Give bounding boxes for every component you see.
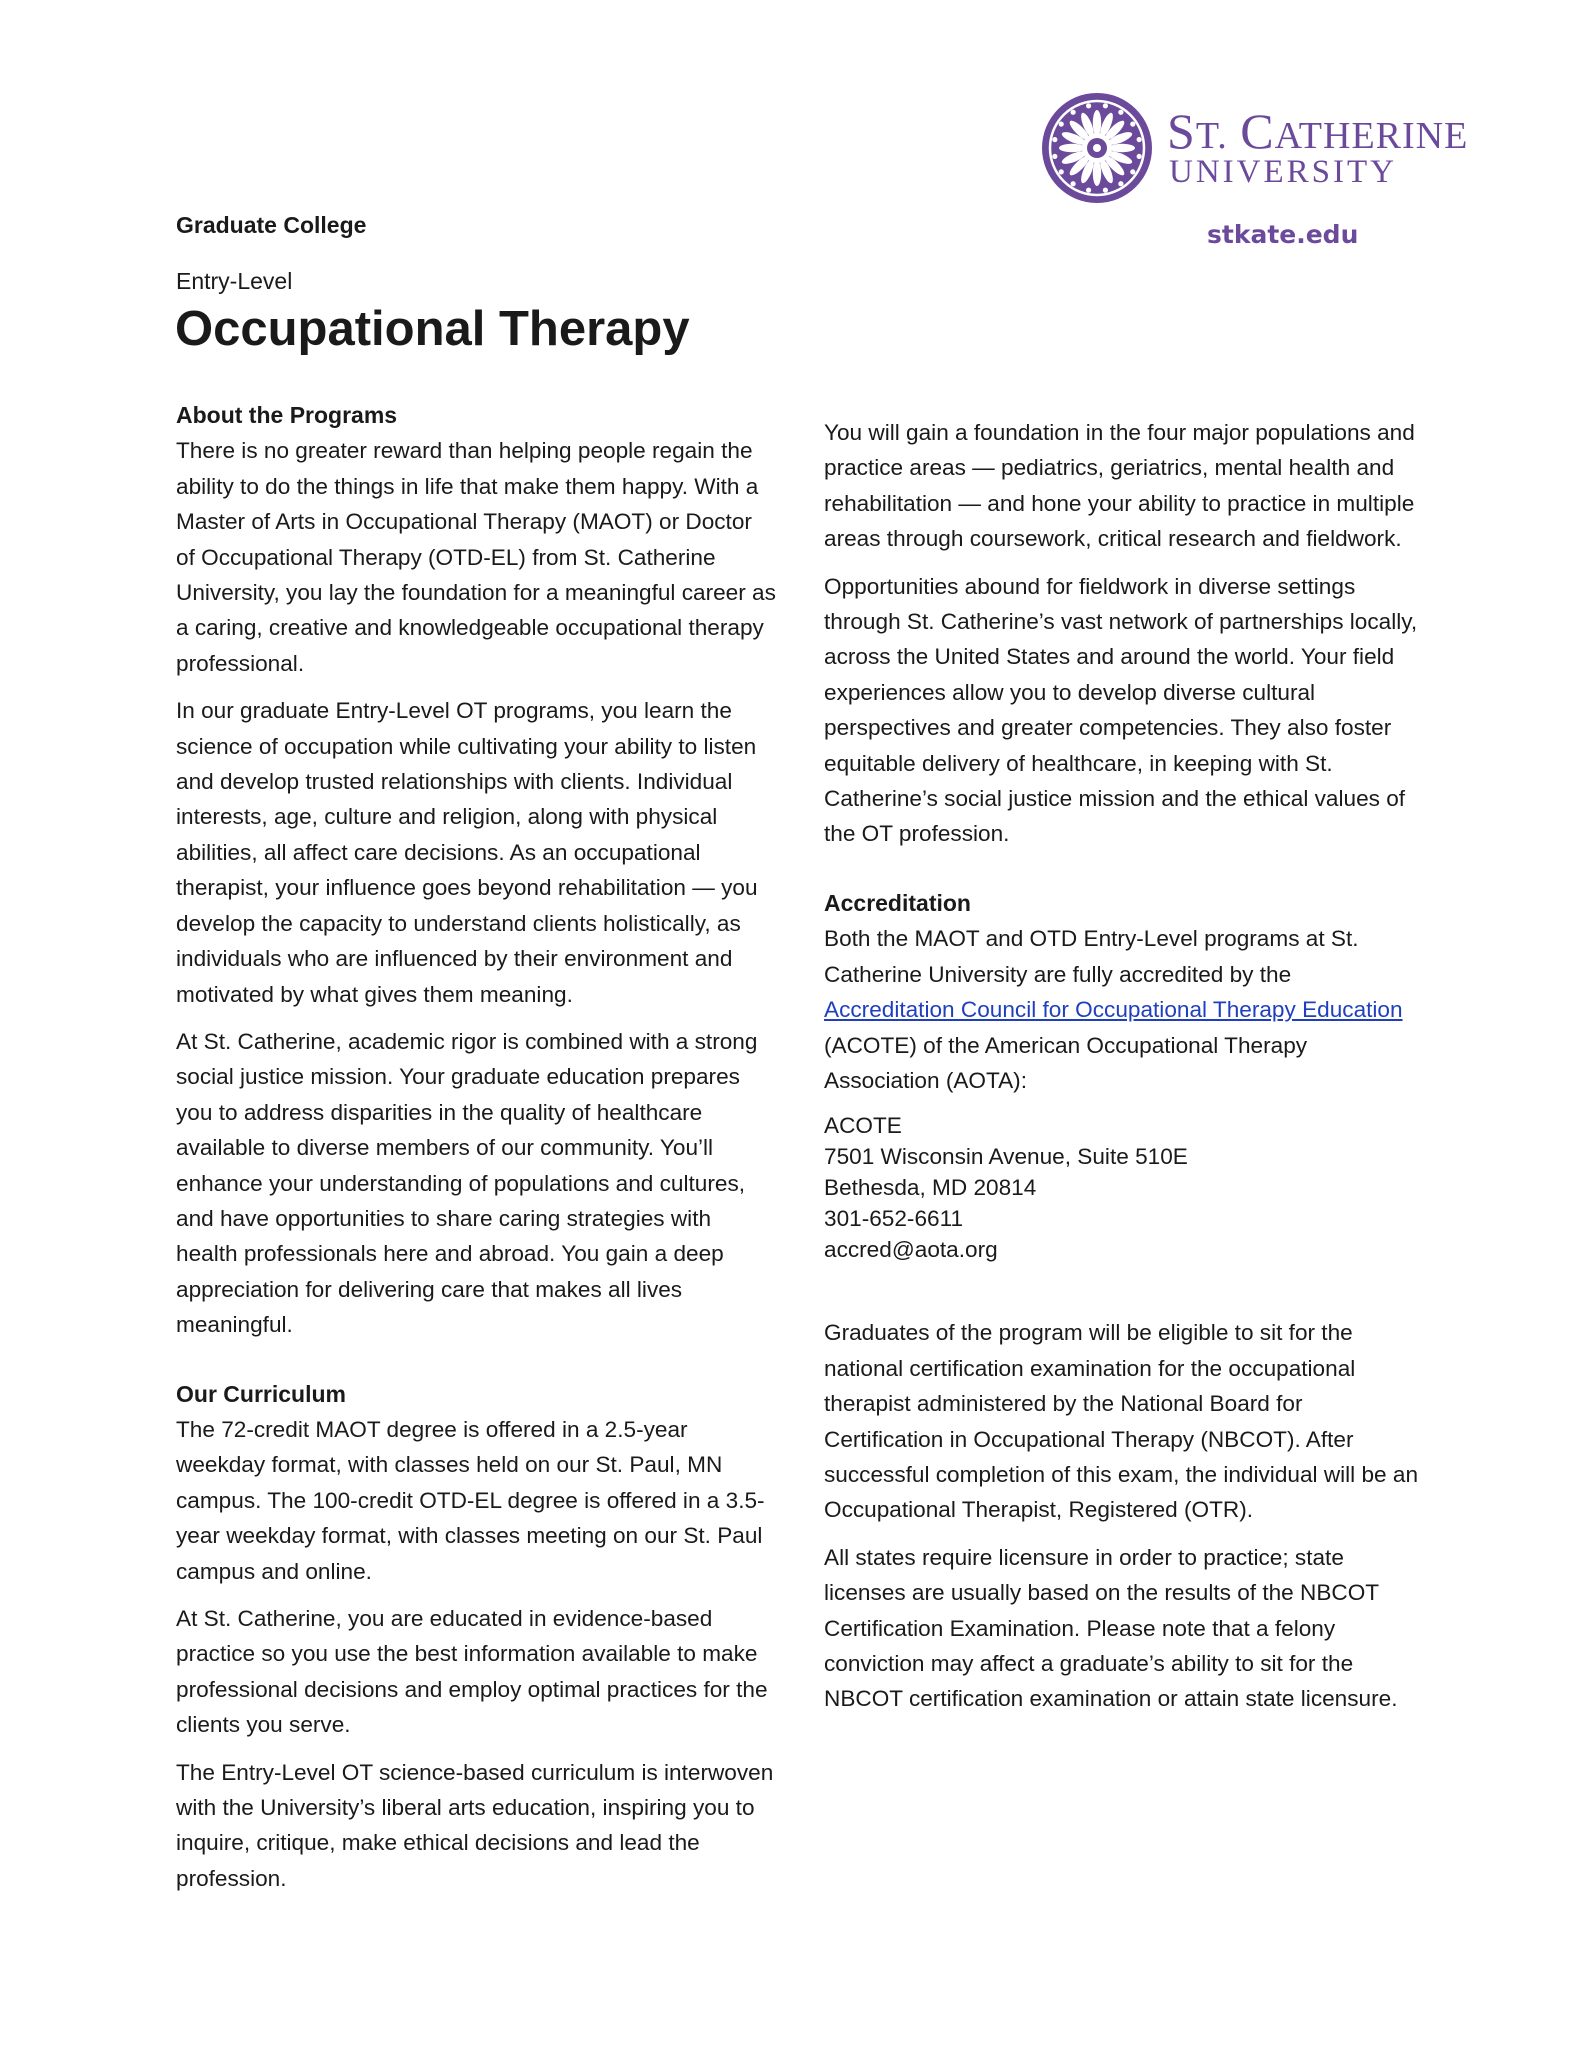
about-paragraph-1: There is no greater reward than helping people regain the ability to do the things in life that make them happy. With a Master of Arts in Occupational Therapy (MAOT) or Doctor of Occupational Therapy (OTD-EL) from St. Catherine University, you lay the foundation for a meaningful career as a caring, creative and knowledgeable occupational therapy professional. <box>176 438 776 676</box>
curriculum-paragraph-2: At St. Catherine, you are educated in evidence-based practice so you use the best information available to make professional decisions and employ optimal practices for the clients you serve. <box>176 1606 768 1738</box>
about-paragraph-3: At St. Catherine, academic rigor is combined with a strong social justice mission. Your graduate education prepares you to address disparities in the quality of healthcare available to diverse members of our community. You’ll enhance your understanding of populations and cultures, and have opportunities to share caring strategies with health professionals here and abroad. You gain a deep appreciation for delivering care that makes all lives meaningful. <box>176 1028 758 1338</box>
address-phone: 301-652-6611 <box>824 1206 964 1232</box>
curriculum-heading: Our Curriculum <box>176 1380 346 1407</box>
graduates-paragraph: Graduates of the program will be eligible to sit for the national certification examination for the occupational therapist administered by the National Board for Certification in Occupational Therapy (NBCOT). After successful completion of this exam, the individual will be an Occupational Therapist, Registered (OTR). <box>824 1320 1419 1523</box>
about-paragraph-2: In our graduate Entry-Level OT programs, you learn the science of occupation while cultivating your ability to listen and develop trusted relationships with clients. Individual interests, age, culture and religion, along with physical abilities, all affect care decisions. As an occupational therapist, your influence goes beyond rehabilitation — you develop the capacity to understand clients holistically, as individuals who are influenced by their environment and motivated by what gives them meaning. <box>176 698 758 1007</box>
college-label: Graduate College <box>176 212 367 238</box>
university-name-line2: UNIVERSITY <box>1169 154 1397 190</box>
address-email: accred@aota.org <box>824 1237 998 1263</box>
seal-petal <box>1109 144 1135 152</box>
university-logo <box>1041 92 1473 252</box>
seal-petal <box>1059 144 1085 152</box>
curriculum-paragraph-3: The Entry-Level OT science-based curriculum is interwoven with the University’s liberal arts education, inspiring you to inquire, critique, make ethical decisions and lead the profession. <box>176 1759 774 1891</box>
program-level: Entry-Level <box>176 268 293 294</box>
populations-paragraph: You will gain a foundation in the four major populations and practice areas — pediatrics, geriatrics, mental health and rehabilitation — and hone your ability to practice in multiple areas through coursework, critical research and fieldwork. <box>824 420 1415 552</box>
licensure-paragraph: All states require licensure in order to practice; state licenses are usually based on the results of the NBCOT Certification Examination. Please note that a felony conviction may affect a graduate’s ability to sit for the NBCOT certification examination or attain state licensure. <box>824 1544 1398 1712</box>
address-city: Bethesda, MD 20814 <box>824 1175 1037 1201</box>
about-heading: About the Programs <box>176 402 398 428</box>
accreditation-heading: Accreditation <box>824 889 971 916</box>
acote-address <box>824 1110 1424 1265</box>
website-url[interactable]: stkate.edu <box>1207 220 1359 249</box>
seal-petal <box>1093 110 1101 136</box>
university-name-line1: ST. CATHERINE <box>1167 103 1469 159</box>
page-title: Occupational Therapy <box>175 302 690 356</box>
address-street: 7501 Wisconsin Avenue, Suite 510E <box>824 1144 1188 1170</box>
address-org: ACOTE <box>824 1113 902 1139</box>
right-column <box>824 415 1424 1729</box>
seal-petal <box>1093 160 1101 186</box>
curriculum-paragraph-1: The 72-credit MAOT degree is offered in a 2.5-year weekday format, with classes held on our St. Paul, MN campus. The 100-credit OTD-EL degree is offered in a 3.5-year weekday format, with classes meeting on our St. Paul campus and online. <box>176 1416 765 1584</box>
accreditation-paragraph: Both the MAOT and OTD Entry-Level programs at St. Catherine University are fully accredited by the Accreditation Council for Occupational Therapy Education (ACOTE) of the American Occupational Therapy Association (AOTA): <box>824 926 1403 1093</box>
rose-window-seal-icon <box>1041 92 1153 204</box>
left-column <box>176 398 776 1908</box>
acote-link[interactable]: Accreditation Council for Occupational Therapy Education <box>824 997 1403 1023</box>
fieldwork-paragraph: Opportunities abound for fieldwork in diverse settings through St. Catherine’s vast network of partnerships locally, across the United States and around the world. Your field experiences allow you to develop diverse cultural perspectives and greater competencies. They also foster equitable delivery of healthcare, in keeping with St. Catherine’s social justice mission and the ethical values of the OT profession. <box>824 573 1418 847</box>
